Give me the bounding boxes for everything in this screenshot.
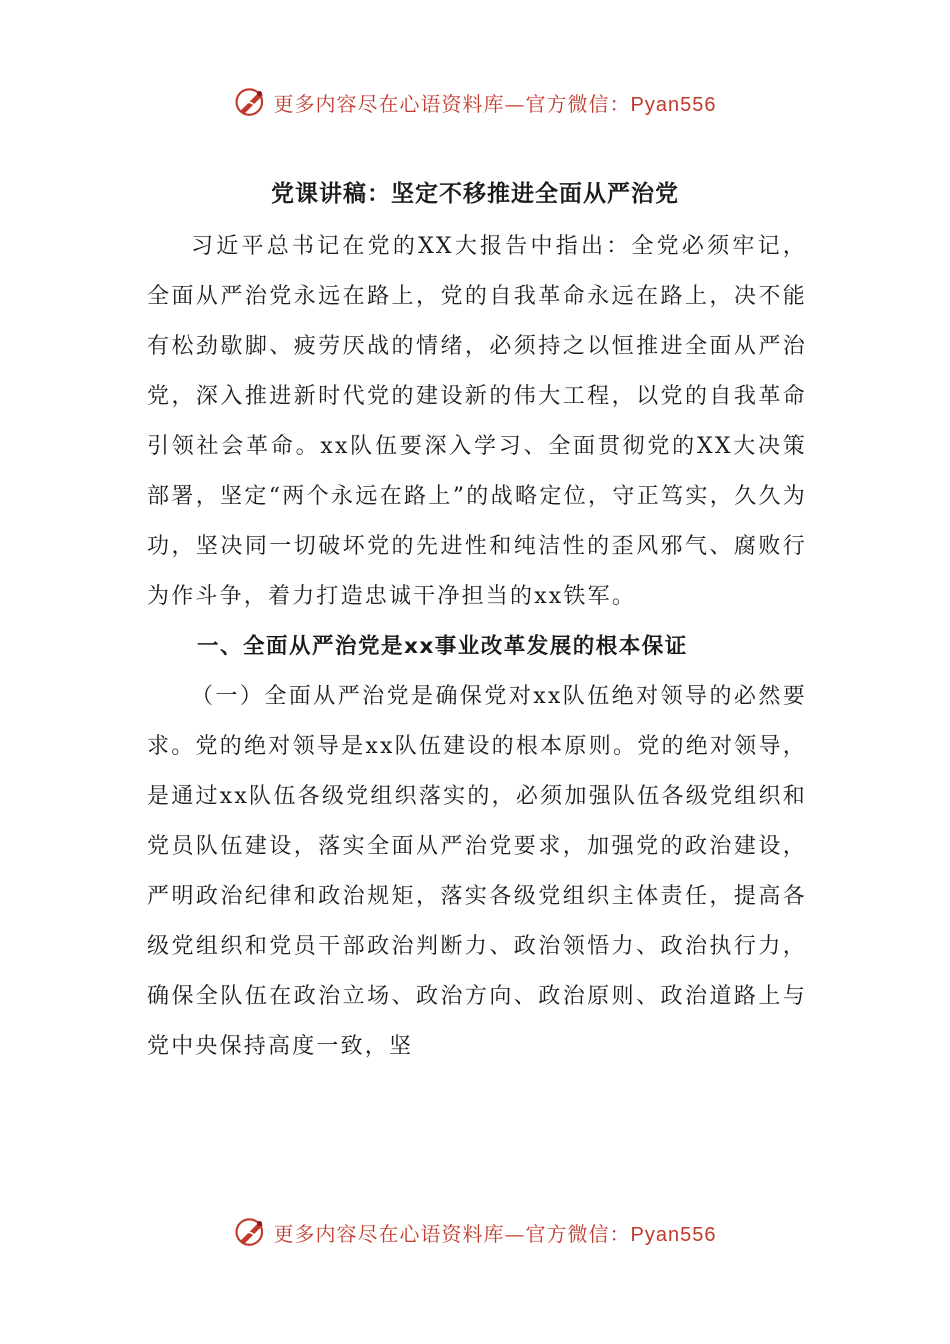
watermark-banner-top <box>0 82 950 122</box>
document-title: 党课讲稿：坚定不移推进全面从严治党 <box>271 181 679 207</box>
paragraph: 习近平总书记在党的XX大报告中指出：全党必须牢记，全面从严治党永远在路上，党的自我革命永远在路上，决不能有松劲歇脚、疲劳厌战的情绪，必须持之以恒推进全面从严治党，深入推进新时代党的建设新的伟大工程，以党的自我革命引领社会革命。xx队伍要深入学习、全面贯彻党的XX大决策部署，坚定“两个永远在路上”的战略定位，守正笃实，久久为功，坚决同一切破坏党的先进性和纯洁性的歪风邪气、腐败行为作斗争，着力打造忠诚干净担当的xx铁军。 <box>147 234 807 609</box>
watermark-text: 更多内容尽在心语资料库—官方微信：Pyan556 <box>273 91 717 116</box>
watermark-text: 更多内容尽在心语资料库—官方微信：Pyan556 <box>273 1221 717 1246</box>
document-body <box>147 222 807 1072</box>
paragraph: （一）全面从严治党是确保党对xx队伍绝对领导的必然要求。党的绝对领导是xx队伍建设的根本原则。党的绝对领导，是通过xx队伍各级党组织落实的，必须加强队伍各级党组织和党员队伍建设，落实全面从严治党要求，加强党的政治建设，严明政治纪律和政治规矩，落实各级党组织主体责任，提高各级党组织和党员干部政治判断力、政治领悟力、政治执行力，确保全队伍在政治立场、政治方向、政治原则、政治道路上与党中央保持高度一致，坚 <box>147 684 807 1059</box>
pen-logo-icon <box>234 85 268 119</box>
pen-logo-icon <box>234 1215 268 1249</box>
section-heading: 一、全面从严治党是xx事业改革发展的根本保证 <box>197 634 688 659</box>
watermark-banner-bottom <box>0 1212 950 1252</box>
